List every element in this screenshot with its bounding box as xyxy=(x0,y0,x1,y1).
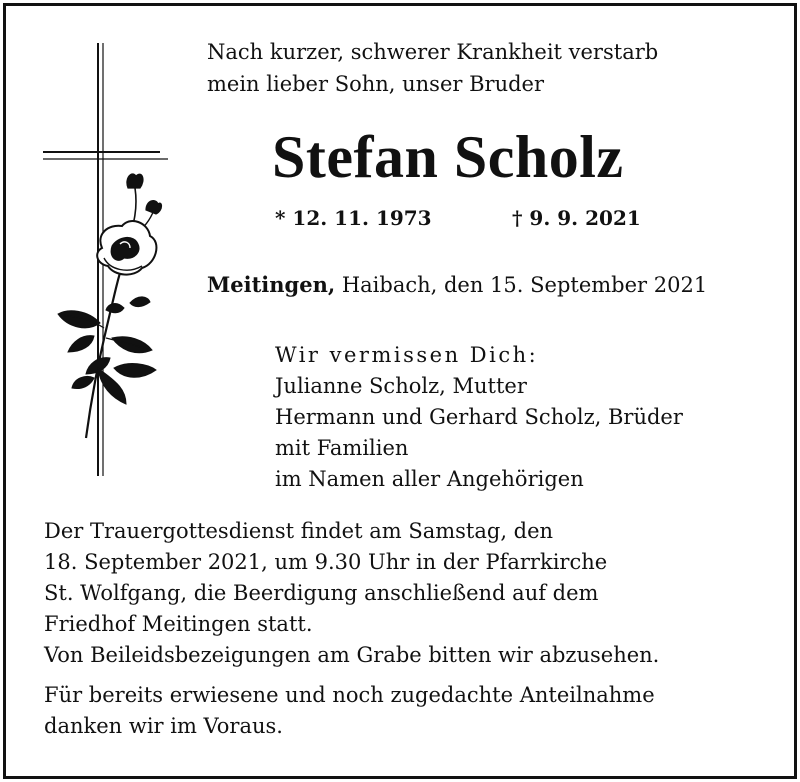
service-line: 18. September 2021, um 9.30 Uhr in der Pfarrkirche xyxy=(44,550,608,574)
thanks-line: danken wir im Voraus. xyxy=(44,714,283,738)
place-and-date xyxy=(207,270,707,300)
mourner-line: im Namen aller Angehörigen xyxy=(275,467,584,491)
intro-text xyxy=(207,36,658,100)
mourner-line: Hermann und Gerhard Scholz, Brüder xyxy=(275,405,683,429)
mourner-line: Julianne Scholz, Mutter xyxy=(275,374,527,398)
intro-line: Nach kurzer, schwerer Krankheit verstarb xyxy=(207,40,659,64)
service-line: Friedhof Meitingen statt. xyxy=(44,612,313,636)
cross-with-rose-icon xyxy=(38,38,178,488)
rose-icon xyxy=(58,174,162,438)
birth-date: * 12. 11. 1973 xyxy=(275,206,432,230)
place-rest: Haibach, den 15. September 2021 xyxy=(335,273,708,297)
deceased-name: Stefan Scholz xyxy=(272,124,624,190)
mourners-heading: Wir vermissen Dich: xyxy=(275,343,539,367)
intro-line: mein lieber Sohn, unser Bruder xyxy=(207,72,545,96)
service-line: St. Wolfgang, die Beerdigung anschließend auf dem xyxy=(44,581,599,605)
thanks-text xyxy=(44,680,655,742)
death-date: † 9. 9. 2021 xyxy=(512,206,641,230)
service-line: Der Trauergottesdienst findet am Samstag, den xyxy=(44,519,554,543)
service-line: Von Beileidsbezeigungen am Grabe bitten wir abzusehen. xyxy=(44,643,660,667)
thanks-line: Für bereits erwiesene und noch zugedachte Anteilnahme xyxy=(44,683,655,707)
mourner-line: mit Familien xyxy=(275,436,409,460)
service-info xyxy=(44,516,659,671)
place-town: Meitingen, xyxy=(207,272,336,297)
mourners-block xyxy=(275,340,683,495)
